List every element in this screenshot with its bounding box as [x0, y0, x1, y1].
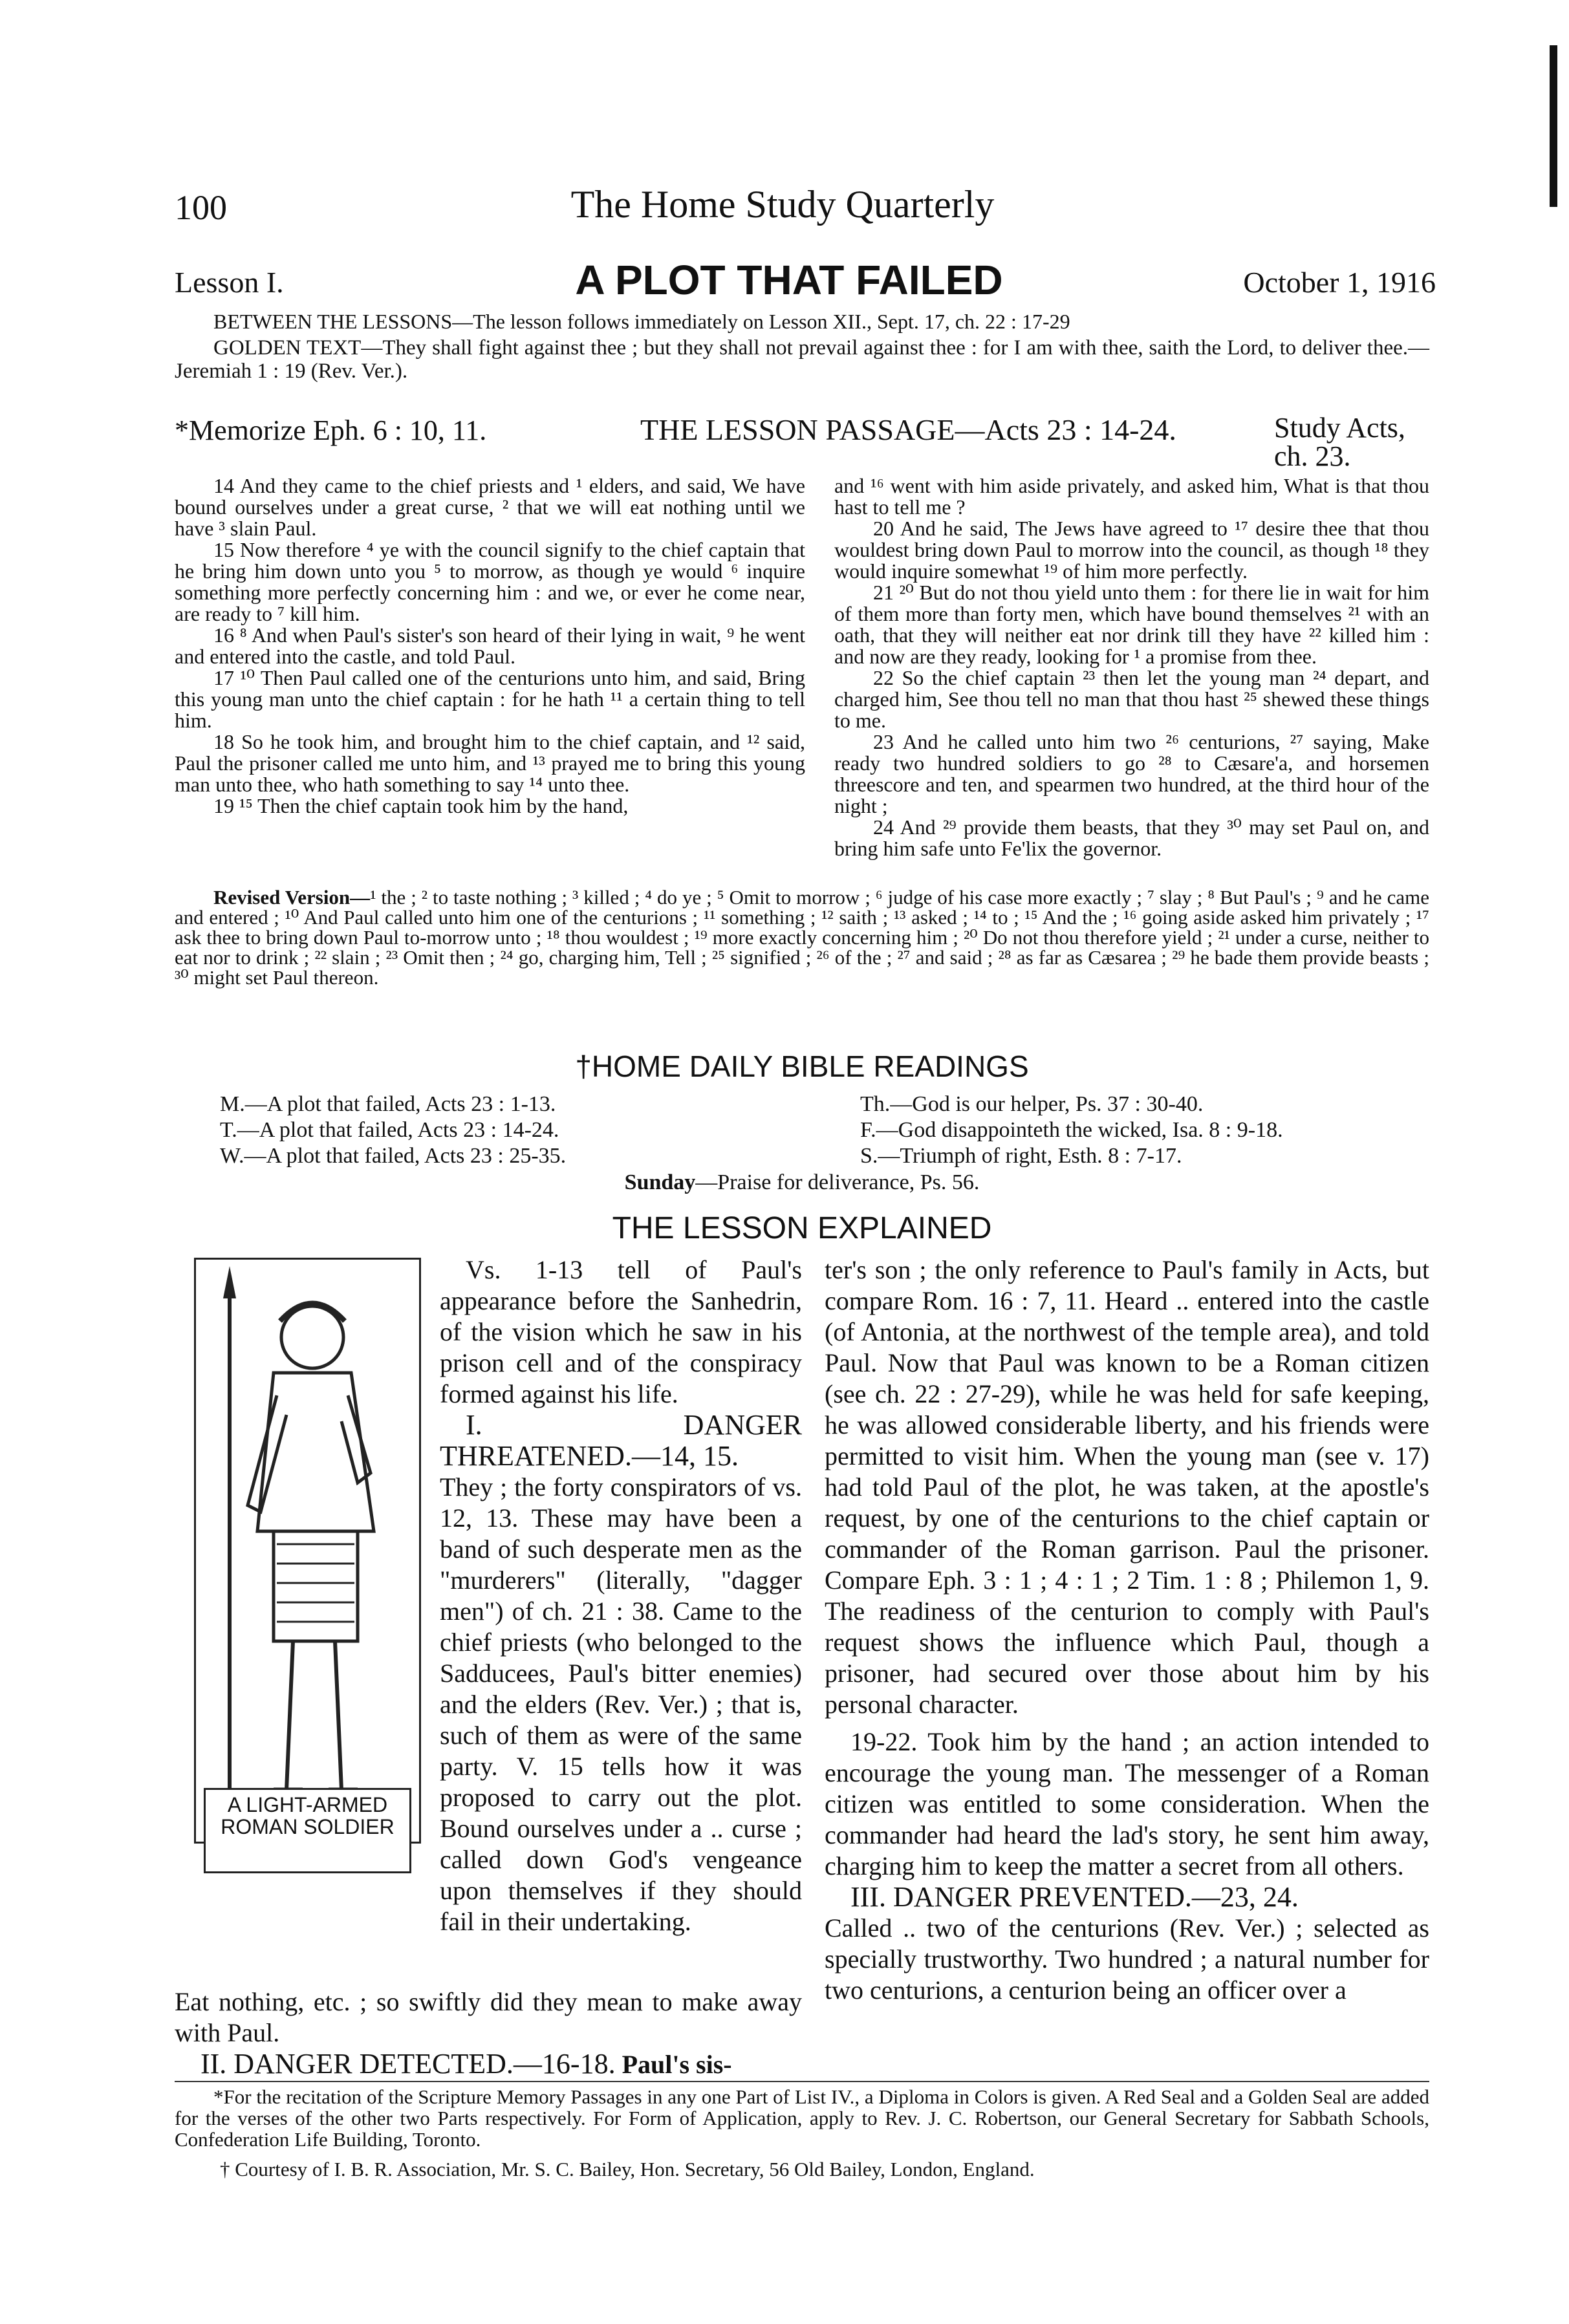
- reading-tuesday: T.—A plot that failed, Acts 23 : 14-24.: [220, 1118, 559, 1142]
- between-lessons: BETWEEN THE LESSONS—The lesson follows immediately on Lesson XII., Sept. 17, ch. 22 : 17-29: [213, 310, 1070, 333]
- courtesy-footnote: † Courtesy of I. B. R. Association, Mr. S. C. Bailey, Hon. Secretary, 56 Old Bailey, London, England.: [220, 2158, 1035, 2180]
- section1-tail: Eat nothing, etc. ; so swiftly did they mean to make away with Paul.: [175, 1987, 802, 2047]
- reading-thursday: Th.—God is our helper, Ps. 37 : 30-40.: [860, 1092, 1204, 1116]
- explained-narrow-column: [440, 1254, 802, 1937]
- lesson-number: Lesson I.: [175, 266, 284, 299]
- verse-19: 19 ¹⁵ Then the chief captain took him by the hand,: [213, 794, 629, 817]
- verse-21: 21 ²⁰ But do not thou yield unto them : for there lie in wait for him of them more than forty men, which have bound themselves ²¹ with an oath, that they will neither eat nor drink till they have ²² killed him : and now are they ready, looking for ¹ a promise from thee.: [834, 581, 1429, 668]
- explained-left-tail: [175, 1986, 802, 2080]
- right-paragraph-1: ter's son ; the only reference to Paul's family in Acts, but compare Rom. 16 : 7, 11. Heard .. entered into the castle (of Antonia, at the northwest of the temple area), and told Paul. Now that Paul was known to be a Roman citizen (see ch. 22 : 27-29), while he was held for safe keeping, he was allowed considerable liberty, and his friends were permitted to visit him. When the young man (see v. 17) had told Paul of the plot, he was taken, at the apostle's request, by one of the centurions to the chief captain or commander of the Roman garrison. Paul the prisoner. Compare Eph. 3 : 1 ; 4 : 1 ; 2 Tim. 1 : 8 ; Philemon 1, 9. The readiness of the centurion to comply with Paul's request shows the influence which Paul, though a prisoner, had secured over those about him by his personal character.: [825, 1255, 1429, 1719]
- soldier-illustration: [194, 1258, 421, 1844]
- roman-soldier-drawing: [196, 1260, 419, 1842]
- daily-readings-left: [220, 1092, 566, 1169]
- revised-version-label: Revised Version—: [213, 886, 371, 909]
- section3-heading: III. DANGER PREVENTED.—23, 24.: [850, 1881, 1299, 1913]
- verse-19-cont: and ¹⁶ went with him aside privately, and asked him, What is that thou hast to tell me ?: [834, 474, 1429, 519]
- lesson-date: October 1, 1916: [1243, 266, 1436, 299]
- explained-right-column: [825, 1254, 1429, 2006]
- reading-wednesday: W.—A plot that failed, Acts 23 : 25-35.: [220, 1144, 567, 1168]
- verse-20: 20 And he said, The Jews have agreed to ¹⁷ desire thee that thou wouldest bring down Paul to morrow into the council, as though ¹⁸ they would inquire somewhat ¹⁹ of him more perfectly.: [834, 517, 1429, 583]
- verse-15: 15 Now therefore ⁴ ye with the council signify to the chief captain that he bring him down unto you ⁵ to morrow, as though ye would ⁶ inquire something more perfectly concerning him : and we, or ever he come near, are ready to ⁷ kill him.: [175, 538, 805, 625]
- study-reference: Study Acts, ch. 23.: [1274, 412, 1405, 472]
- verse-17: 17 ¹⁰ Then Paul called one of the centurions unto him, and said, Bring this young man unto the chief captain : for he hath ¹¹ a certain thing to tell him.: [175, 666, 805, 732]
- verse-24: 24 And ²⁹ provide them beasts, that they ³⁰ may set Paul on, and bring him safe unto Fe'lix the governor.: [834, 815, 1429, 860]
- verse-23: 23 And he called unto him two ²⁶ centurions, ²⁷ saying, Make ready two hundred soldiers to go ²⁸ to Cæsare'a, and horsemen threescore and ten, and spearmen two hundred, at the third hour of the night ;: [834, 730, 1429, 817]
- footnote-rule: [175, 2081, 1429, 2082]
- reading-friday: F.—God disappointeth the wicked, Isa. 8 : 9-18.: [860, 1118, 1283, 1142]
- scan-edge-bar: [1550, 45, 1557, 207]
- passage-left-column: [175, 475, 805, 817]
- verse-22: 22 So the chief captain ²³ then let the young man ²⁴ depart, and charged him, See thou tell no man that thou hast ²⁵ shewed these things to me.: [834, 666, 1429, 732]
- passage-right-column: [834, 475, 1429, 859]
- section1-heading: I. DANGER THREATENED.—14, 15.: [440, 1409, 802, 1472]
- section2-heading: II. DANGER DETECTED.—16-18.: [200, 2048, 616, 2080]
- memory-footnote: *For the recitation of the Scripture Memory Passages in any one Part of List IV., a Diploma in Colors is given. A Red Seal and a Golden Seal are added for the verses of the other two Parts respectively. For Form of Application, apply to Rev. J. C. Robertson, our General Secretary for Sabbath Schools, Confederation Life Building, Toronto.: [175, 2085, 1429, 2151]
- verse-18: 18 So he took him, and brought him to the chief captain, and ¹² said, Paul the prisoner called me unto him, and ¹³ prayed me to bring this young man unto thee, who hath something to say ¹⁴ unto thee.: [175, 730, 805, 796]
- section1-text: They ; the forty conspirators of vs. 12, 13. These may have been a band of such desperate men as the "murderers" (literally, "dagger men") of ch. 21 : 38. Came to the chief priests (who belonged to the Sadducees, Paul's bitter enemies) and the elders (Rev. Ver.) ; that is, such of them as were of the same party. V. 15 tells how it was proposed to carry out the plot. Bound ourselves under a .. curse ; called down God's vengeance upon themselves if they should fail in their undertaking.: [440, 1472, 802, 1936]
- right-paragraph-2: 19-22. Took him by the hand ; an action intended to encourage the young man. The messenger of a Roman citizen was entitled to some consideration. When the commander had heard the lad's story, he sent him away, charging him to keep the matter a secret from all others.: [825, 1727, 1429, 1880]
- golden-text: GOLDEN TEXT—They shall fight against thee ; but they shall not prevail against thee : for I am with thee, saith the Lord, to deliver thee.—Jeremiah 1 : 19 (Rev. Ver.).: [175, 336, 1429, 383]
- lesson-explained-heading: THE LESSON EXPLAINED: [612, 1211, 992, 1245]
- lesson-title: A PLOT THAT FAILED: [575, 257, 1003, 303]
- sunday-label: Sunday: [624, 1170, 696, 1194]
- verse-16: 16 ⁸ And when Paul's sister's son heard of their lying in wait, ⁹ he went and entered into the castle, and told Paul.: [175, 623, 805, 668]
- journal-title: The Home Study Quarterly: [570, 183, 995, 226]
- daily-readings-heading: †HOME DAILY BIBLE READINGS: [575, 1049, 1029, 1083]
- section2-line: [175, 2049, 802, 2080]
- reading-sunday: [175, 1170, 1429, 1195]
- reading-saturday: S.—Triumph of right, Esth. 8 : 7-17.: [860, 1144, 1182, 1168]
- figure-caption: A LIGHT-ARMED ROMAN SOLDIER: [204, 1788, 411, 1873]
- section2-lead: Paul's sis-: [622, 2050, 732, 2079]
- verse-14: 14 And they came to the chief priests and ¹ elders, and said, We have bound ourselves under a great curse, ² that we will eat nothing until we have ³ slain Paul.: [175, 474, 805, 540]
- revised-version: [175, 887, 1429, 987]
- lesson-passage-title: THE LESSON PASSAGE—Acts 23 : 14-24.: [640, 413, 1176, 446]
- intro-paragraph: Vs. 1-13 tell of Paul's appearance before the Sanhedrin, of the vision which he saw in his prison cell and of the conspiracy formed against his life.: [440, 1255, 802, 1408]
- daily-readings-right: [860, 1092, 1283, 1169]
- revised-version-text: ¹ the ; ² to taste nothing ; ³ killed ; ⁴ do ye ; ⁵ Omit to morrow ; ⁶ judge of his case more exactly ; ⁷ slay ; ⁸ But Paul's ; ⁹ and he came and entered ; ¹⁰ And Paul called unto him one of the centurions ; ¹¹ something ; ¹² saith ; ¹³ asked ; ¹⁴ to ; ¹⁵ And the ; ¹⁶ going aside asked him privately ; ¹⁷ ask thee to bring down Paul to-morrow unto ; ¹⁸ thou wouldest ; ¹⁹ more exactly concerning him ; ²⁰ Do not thou therefore yield ; ²¹ under a curse, neither to eat nor to drink ; ²² slain ; ²³ Omit then ; ²⁴ go, charging him, Tell ; ²⁵ signified ; ²⁶ of the ; ²⁷ and said ; ²⁸ as far as Cæsarea ; ²⁹ he bade them provide beasts ; ³⁰ might set Paul thereon.: [175, 886, 1429, 989]
- reading-monday: M.—A plot that failed, Acts 23 : 1-13.: [220, 1092, 556, 1116]
- page-number: 100: [175, 188, 227, 227]
- memorize-note: *Memorize Eph. 6 : 10, 11.: [175, 414, 487, 446]
- right-paragraph-3: Called .. two of the centurions (Rev. Ver.) ; selected as specially trustworthy. Two hundred ; a natural number for two centurions, a centurion being an officer over a: [825, 1913, 1429, 2005]
- sunday-text: —Praise for deliverance, Ps. 56.: [695, 1170, 980, 1194]
